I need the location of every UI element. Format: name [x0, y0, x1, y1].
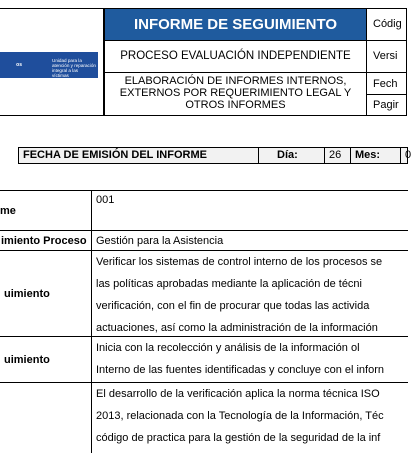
row-label-scope: uimiento — [0, 337, 92, 383]
month-label: Mes: — [351, 148, 401, 163]
code-label: Códig — [367, 8, 407, 41]
row-label-objective: uimiento — [0, 251, 92, 337]
emission-date-label: FECHA DE EMISIÓN DEL INFORME — [19, 148, 259, 163]
row-value-criteria: El desarrollo de la verificación aplica la norma técnica ISO 2013, relacionada con la Tecnología de la Información, Téc código de practica para la gestión de la seguridad de la inf — [96, 388, 384, 444]
row-label-process: imiento Proceso — [0, 231, 92, 251]
logo-mark: os — [0, 52, 24, 78]
day-value: 26 — [325, 148, 351, 163]
version-label: Versi — [367, 41, 407, 73]
row-value-number: 001 — [92, 191, 408, 231]
month-value: 0 — [405, 149, 411, 161]
day-label: Día: — [273, 148, 325, 163]
report-title: INFORME DE SEGUIMIENTO — [104, 8, 367, 41]
date-label: Fech — [367, 73, 407, 95]
logo-text: Unidad para la atención y reparación integral a las víctimas — [24, 52, 98, 78]
row-value-objective: Verificar los sistemas de control interno de los procesos se las políticas aprobadas mediante la aplicación de técni verificación, con el fin de procurar que todas las activida actuaciones, así como la administración de la información — [92, 251, 408, 337]
elaboration-description: ELABORACIÓN DE INFORMES INTERNOS, EXTERNOS POR REQUERIMIENTO LEGAL Y OTROS INFORMES — [104, 73, 367, 116]
row-label-criteria — [0, 383, 92, 453]
row-value-process: Gestión para la Asistencia — [92, 231, 408, 251]
row-value-scope: Inicia con la recolección y análisis de la información ol Interno de las fuentes identificadas y concluye con el inforn — [92, 337, 408, 383]
page-label: Pagir — [367, 95, 407, 116]
emission-date-bar — [18, 147, 411, 164]
process-name: PROCESO EVALUACIÓN INDEPENDIENTE — [104, 41, 367, 73]
report-details-table — [0, 190, 408, 452]
row-label-name: me — [0, 191, 92, 231]
